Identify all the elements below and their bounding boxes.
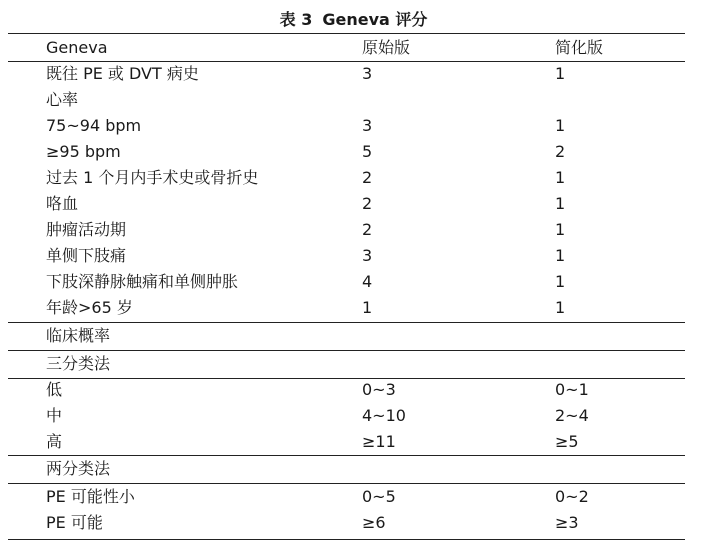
tier-label: PE 可能: [46, 513, 103, 532]
original-score: 3: [362, 246, 373, 265]
simplified-range: 2~4: [555, 406, 589, 425]
simplified-score: 1: [555, 246, 566, 265]
item-label: ≥95 bpm: [46, 142, 121, 161]
table-row: [0, 243, 707, 269]
header-simplified: 简化版: [555, 38, 604, 57]
original-score: 5: [362, 142, 373, 161]
table-name: Geneva 评分: [322, 10, 428, 29]
item-label: 75~94 bpm: [46, 116, 142, 135]
simplified-score: 1: [555, 116, 566, 135]
simplified-range: ≥3: [555, 513, 579, 532]
simplified-score: 1: [555, 298, 566, 317]
original-score: 2: [362, 220, 373, 239]
table-row: [0, 217, 707, 243]
table-row: [0, 191, 707, 217]
header-geneva: Geneva: [46, 38, 108, 57]
simplified-range: 0~1: [555, 380, 589, 399]
simplified-score: 1: [555, 272, 566, 291]
table-row: [0, 139, 707, 165]
original-range: 4~10: [362, 406, 406, 425]
clinical-probability-label: 临床概率: [46, 326, 111, 345]
original-range: ≥6: [362, 513, 386, 532]
table-row: [0, 61, 707, 87]
original-range: 0~3: [362, 380, 396, 399]
table-row: [0, 165, 707, 191]
table-row: [0, 87, 707, 113]
table-row: [0, 510, 707, 536]
simplified-range: 0~2: [555, 487, 589, 506]
original-score: 4: [362, 272, 373, 291]
original-score: 2: [362, 168, 373, 187]
simplified-range: ≥5: [555, 432, 579, 451]
item-label: 下肢深静脉触痛和单侧肿胀: [46, 272, 239, 291]
item-label: 单侧下肢痛: [46, 246, 127, 265]
table-row: [0, 429, 707, 455]
item-label: 心率: [46, 90, 79, 109]
header-row: [0, 35, 707, 61]
table-row: [0, 295, 707, 321]
original-range: 0~5: [362, 487, 396, 506]
table-number: 表 3: [279, 10, 313, 29]
tier-label: PE 可能性小: [46, 487, 135, 506]
original-score: 3: [362, 116, 373, 135]
item-label: 肿瘤活动期: [46, 220, 127, 239]
original-score: 3: [362, 64, 373, 83]
tier-label: 低: [46, 380, 63, 399]
clinical-probability-heading: [0, 323, 707, 349]
two-tier-heading: [0, 456, 707, 482]
simplified-score: 1: [555, 168, 566, 187]
simplified-score: 1: [555, 64, 566, 83]
two-tier-label: 两分类法: [46, 459, 111, 478]
table-row: [0, 403, 707, 429]
table-row: [0, 484, 707, 510]
header-original: 原始版: [362, 38, 411, 57]
table-title: [0, 10, 707, 30]
simplified-score: 2: [555, 142, 566, 161]
table-row: [0, 377, 707, 403]
three-tier-heading: [0, 351, 707, 377]
item-label: 过去 1 个月内手术史或骨折史: [46, 168, 259, 187]
bottom-rule: [8, 539, 685, 540]
original-range: ≥11: [362, 432, 396, 451]
table-row: [0, 113, 707, 139]
original-score: 2: [362, 194, 373, 213]
item-label: 年龄>65 岁: [46, 298, 133, 317]
tier-label: 中: [46, 406, 63, 425]
tier-label: 高: [46, 432, 63, 451]
item-label: 咯血: [46, 194, 79, 213]
simplified-score: 1: [555, 194, 566, 213]
three-tier-label: 三分类法: [46, 354, 111, 373]
original-score: 1: [362, 298, 373, 317]
top-rule: [8, 33, 685, 34]
item-label: 既往 PE 或 DVT 病史: [46, 64, 199, 83]
table-row: [0, 269, 707, 295]
simplified-score: 1: [555, 220, 566, 239]
